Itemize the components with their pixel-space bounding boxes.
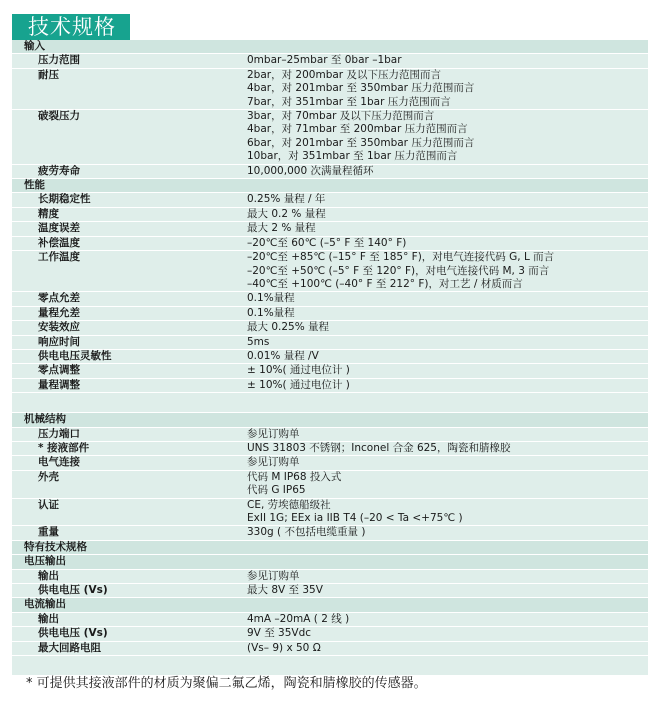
spec-row	[12, 428, 648, 442]
spec-label: * 接液部件	[38, 441, 90, 454]
spec-row	[12, 292, 648, 306]
spec-label: 破裂压力	[38, 110, 80, 123]
spec-value: 代码 G IP65	[247, 484, 306, 497]
spec-value: 最大 0.25% 量程	[247, 321, 330, 334]
spec-row	[12, 222, 648, 236]
spec-row	[12, 237, 648, 251]
spec-row	[12, 584, 648, 598]
page-title: 技术规格	[12, 14, 130, 40]
spec-value: 10,000,000 次满量程循环	[247, 164, 374, 177]
spec-value: 2bar，对 200mbar 及以下压力范围而言	[247, 68, 441, 81]
spec-label	[12, 393, 247, 412]
section-row	[12, 555, 648, 569]
spec-value: ± 10%( 通过电位计 )	[247, 364, 350, 377]
spec-row	[12, 570, 648, 584]
spec-value: (Vs– 9) x 50 Ω	[247, 641, 321, 654]
spec-values	[247, 321, 648, 334]
spec-label: 耐压	[38, 68, 59, 81]
spec-label: 工作温度	[38, 251, 80, 264]
spec-values	[247, 379, 648, 392]
spec-values	[247, 54, 648, 67]
section-row	[12, 541, 648, 555]
spec-label: 疲劳寿命	[38, 164, 80, 177]
spec-values	[247, 251, 648, 291]
spec-label: 供电电压 (Vs)	[38, 627, 108, 640]
spec-row	[12, 442, 648, 456]
spec-label: 重量	[38, 526, 59, 539]
spec-values	[247, 642, 648, 655]
section-label: 电流输出	[24, 598, 66, 611]
footnote: * 可提供其接液部件的材质为聚偏二氟乙烯，陶瓷和腈橡胶的传感器。	[26, 676, 427, 691]
spec-row	[12, 307, 648, 321]
spec-table	[12, 40, 648, 676]
spec-row	[12, 165, 648, 179]
spec-value: 5ms	[247, 335, 270, 348]
spec-values	[247, 208, 648, 221]
spec-row	[12, 499, 648, 527]
spec-values	[247, 471, 648, 498]
spec-value: 330g ( 不包括电缆重量 )	[247, 526, 366, 539]
spec-value: 最大 8V 至 35V	[247, 584, 323, 597]
spec-label: 外壳	[38, 470, 59, 483]
spec-value: 0.1%量程	[247, 306, 295, 319]
spec-label: 量程调整	[38, 378, 80, 391]
spec-label: 供电电压 (Vs)	[38, 584, 108, 597]
spec-row	[12, 193, 648, 207]
section-row	[12, 598, 648, 612]
section-row	[12, 40, 648, 54]
spec-row	[12, 251, 648, 292]
spec-label: 长期稳定性	[38, 193, 91, 206]
spec-row	[12, 642, 648, 656]
spec-value: 6bar，对 201mbar 至 350mbar 压力范围而言	[247, 136, 475, 149]
spec-label: 零点调整	[38, 364, 80, 377]
spec-label: 最大回路电阻	[38, 641, 101, 654]
spec-value: –20℃至 60℃ (–5° F 至 140° F)	[247, 236, 407, 249]
spec-values	[247, 165, 648, 178]
spec-value: 最大 0.2 % 量程	[247, 207, 326, 220]
spec-value: –20℃至 +85℃ (–15° F 至 185° F)，对电气连接代码 G, L 而言	[247, 251, 555, 264]
spec-values	[247, 413, 648, 426]
spacer-row	[12, 393, 648, 413]
spec-label: 量程允差	[38, 306, 80, 319]
spec-row	[12, 364, 648, 378]
spec-row	[12, 110, 648, 165]
spec-values	[247, 193, 648, 206]
spec-values	[247, 526, 648, 539]
spec-value: 4mA –20mA ( 2 线 )	[247, 612, 350, 625]
spec-label: 供电电压灵敏性	[38, 349, 112, 362]
spec-row	[12, 321, 648, 335]
spec-values	[247, 364, 648, 377]
spec-label: 零点允差	[38, 292, 80, 305]
section-label: 电压输出	[24, 555, 66, 568]
spec-value: 9V 至 35Vdc	[247, 627, 312, 640]
spec-values	[247, 555, 648, 568]
spec-values	[247, 627, 648, 640]
spec-values	[247, 541, 648, 554]
spec-values	[247, 179, 648, 192]
spec-values	[247, 350, 648, 363]
spec-value: ± 10%( 通过电位计 )	[247, 378, 350, 391]
spec-row	[12, 336, 648, 350]
spec-label: 认证	[38, 498, 59, 511]
section-label: 性能	[24, 179, 45, 192]
spec-values	[247, 222, 648, 235]
spec-value: 参见订购单	[247, 427, 300, 440]
spec-values	[247, 69, 648, 109]
spec-label: 压力范围	[38, 54, 80, 67]
spec-label: 安装效应	[38, 321, 80, 334]
spec-row	[12, 350, 648, 364]
spec-row	[12, 54, 648, 68]
section-row	[12, 179, 648, 193]
spec-label: 压力端口	[38, 427, 80, 440]
spec-value: 最大 2 % 量程	[247, 222, 316, 235]
spec-value: 4bar，对 71mbar 至 200mbar 压力范围而言	[247, 123, 468, 136]
spec-value: 4bar，对 201mbar 至 350mbar 压力范围而言	[247, 82, 475, 95]
spec-row	[12, 613, 648, 627]
spec-values	[247, 428, 648, 441]
spec-values	[247, 456, 648, 469]
spec-row	[12, 69, 648, 110]
spec-value: 0mbar–25mbar 至 0bar –1bar	[247, 54, 402, 67]
spec-label: 精度	[38, 207, 59, 220]
spec-value: 10bar，对 351mbar 至 1bar 压力范围而言	[247, 150, 458, 163]
spec-value: 参见订购单	[247, 456, 300, 469]
spec-label: 响应时间	[38, 335, 80, 348]
spec-value: 3bar，对 70mbar 及以下压力范围而言	[247, 110, 435, 123]
spec-value: 7bar，对 351mbar 至 1bar 压力范围而言	[247, 95, 451, 108]
spec-row	[12, 208, 648, 222]
spec-label: 输出	[38, 612, 59, 625]
spec-values	[247, 393, 648, 412]
section-label: 特有技术规格	[24, 540, 87, 553]
spec-values	[247, 292, 648, 305]
spec-row	[12, 471, 648, 499]
spec-values	[247, 40, 648, 53]
spec-values	[247, 442, 648, 455]
spec-value: CE, 劳埃德船级社	[247, 498, 331, 511]
spec-value: ExII 1G; EEx ia IIB T4 (–20 < Ta <+75℃ )	[247, 512, 463, 524]
spec-label: 输出	[38, 569, 59, 582]
spec-value: 0.01% 量程 /V	[247, 349, 319, 362]
spec-values	[247, 237, 648, 250]
spec-values	[247, 110, 648, 164]
spec-value: –40℃至 +100℃ (–40° F 至 212° F)，对工艺 / 材质而言	[247, 277, 523, 290]
spec-value: 0.25% 量程 / 年	[247, 193, 326, 206]
spec-value: UNS 31803 不锈钢；Inconel 合金 625，陶瓷和腈橡胶	[247, 441, 511, 454]
spec-row	[12, 526, 648, 540]
spec-row	[12, 379, 648, 393]
spec-values	[247, 336, 648, 349]
spec-values	[247, 499, 648, 526]
spec-values	[247, 307, 648, 320]
section-label: 机械结构	[24, 413, 66, 426]
spec-row	[12, 627, 648, 641]
spec-row	[12, 456, 648, 470]
spec-values	[247, 584, 648, 597]
spec-value: –20℃至 +50℃ (–5° F 至 120° F)，对电气连接代码 M, 3 而言	[247, 264, 550, 277]
spec-values	[247, 570, 648, 583]
spec-value: 代码 M IP68 投入式	[247, 470, 342, 483]
section-label: 输入	[24, 40, 45, 52]
spec-label: 补偿温度	[38, 236, 80, 249]
spec-value: 参见订购单	[247, 569, 300, 582]
section-row	[12, 413, 648, 427]
spec-value: 0.1%量程	[247, 292, 295, 305]
spec-values	[247, 613, 648, 626]
spec-values	[247, 598, 648, 611]
spec-label: 温度误差	[38, 222, 80, 235]
spec-label: 电气连接	[38, 456, 80, 469]
